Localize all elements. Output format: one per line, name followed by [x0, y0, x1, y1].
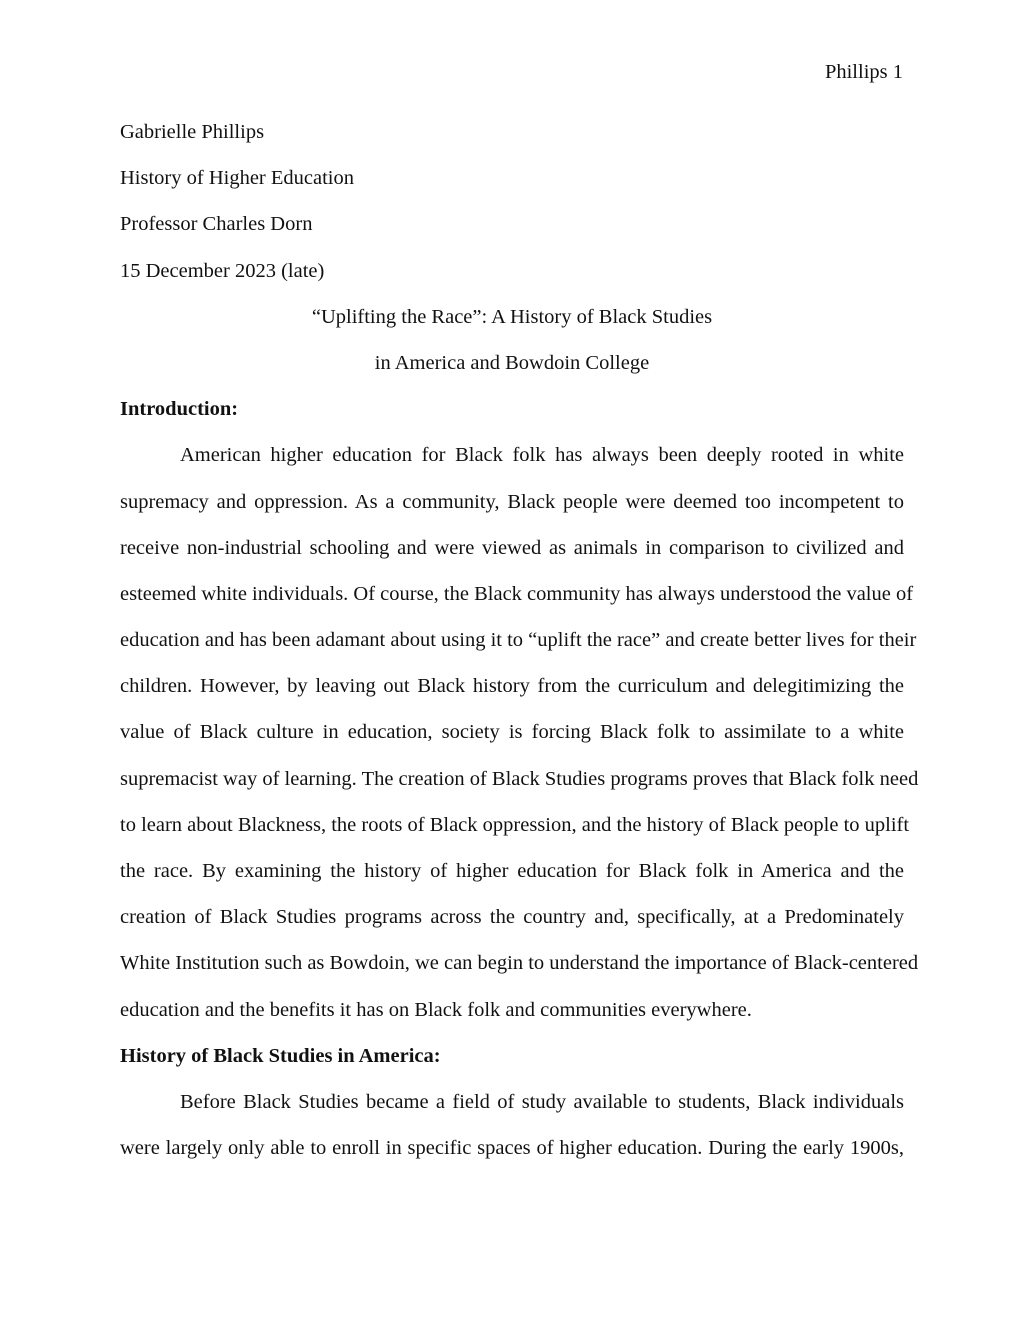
title-line-1: “Uplifting the Race”: A History of Black Studies — [311, 305, 713, 328]
author-name: Gabrielle Phillips — [120, 121, 265, 143]
paragraph-line: were largely only able to enroll in specific spaces of higher education. During the early 1900s, — [120, 1137, 904, 1160]
section-heading-history: History of Black Studies in America: — [120, 1044, 441, 1067]
paragraph-line: receive non-industrial schooling and were viewed as animals in comparison to civilized and — [120, 536, 904, 559]
paragraph-line: the race. By examining the history of higher education for Black folk in America and the — [120, 860, 904, 882]
paragraph-line-last: education and the benefits it has on Black folk and communities everywhere. — [120, 998, 752, 1021]
paragraph-line: creation of Black Studies programs across the country and, specifically, at a Predominately — [120, 906, 904, 929]
paragraph-line: esteemed white individuals. Of course, the Black community has always understood the value of — [120, 582, 914, 605]
paragraph-line: supremacist way of learning. The creation of Black Studies programs proves that Black folk need — [120, 767, 919, 790]
course-name: History of Higher Education — [120, 167, 354, 190]
paragraph-line: children. However, by leaving out Black history from the curriculum and delegitimizing the — [120, 675, 904, 698]
professor-name: Professor Charles Dorn — [120, 213, 313, 236]
paragraph-line: White Institution such as Bowdoin, we can begin to understand the importance of Black-centered — [120, 952, 919, 975]
running-head: Phillips 1 — [824, 61, 903, 83]
document-body — [120, 119, 919, 1181]
paragraph-line: value of Black culture in education, society is forcing Black folk to assimilate to a white — [120, 721, 904, 744]
paragraph-line: Before Black Studies became a field of study available to students, Black individuals — [180, 1090, 904, 1113]
paper-date: 15 December 2023 (late) — [120, 259, 325, 282]
title-line-2: in America and Bowdoin College — [374, 351, 650, 374]
paragraph-line: to learn about Blackness, the roots of Black oppression, and the history of Black people to uplift — [120, 813, 910, 836]
paragraph-line: American higher education for Black folk has always been deeply rooted in white — [180, 444, 904, 467]
paragraph-line: education and has been adamant about using it to “uplift the race” and create better lives for their — [120, 629, 917, 652]
paragraph-line: supremacy and oppression. As a community, Black people were deemed too incompetent to — [120, 490, 904, 513]
section-heading-introduction: Introduction: — [120, 398, 239, 421]
